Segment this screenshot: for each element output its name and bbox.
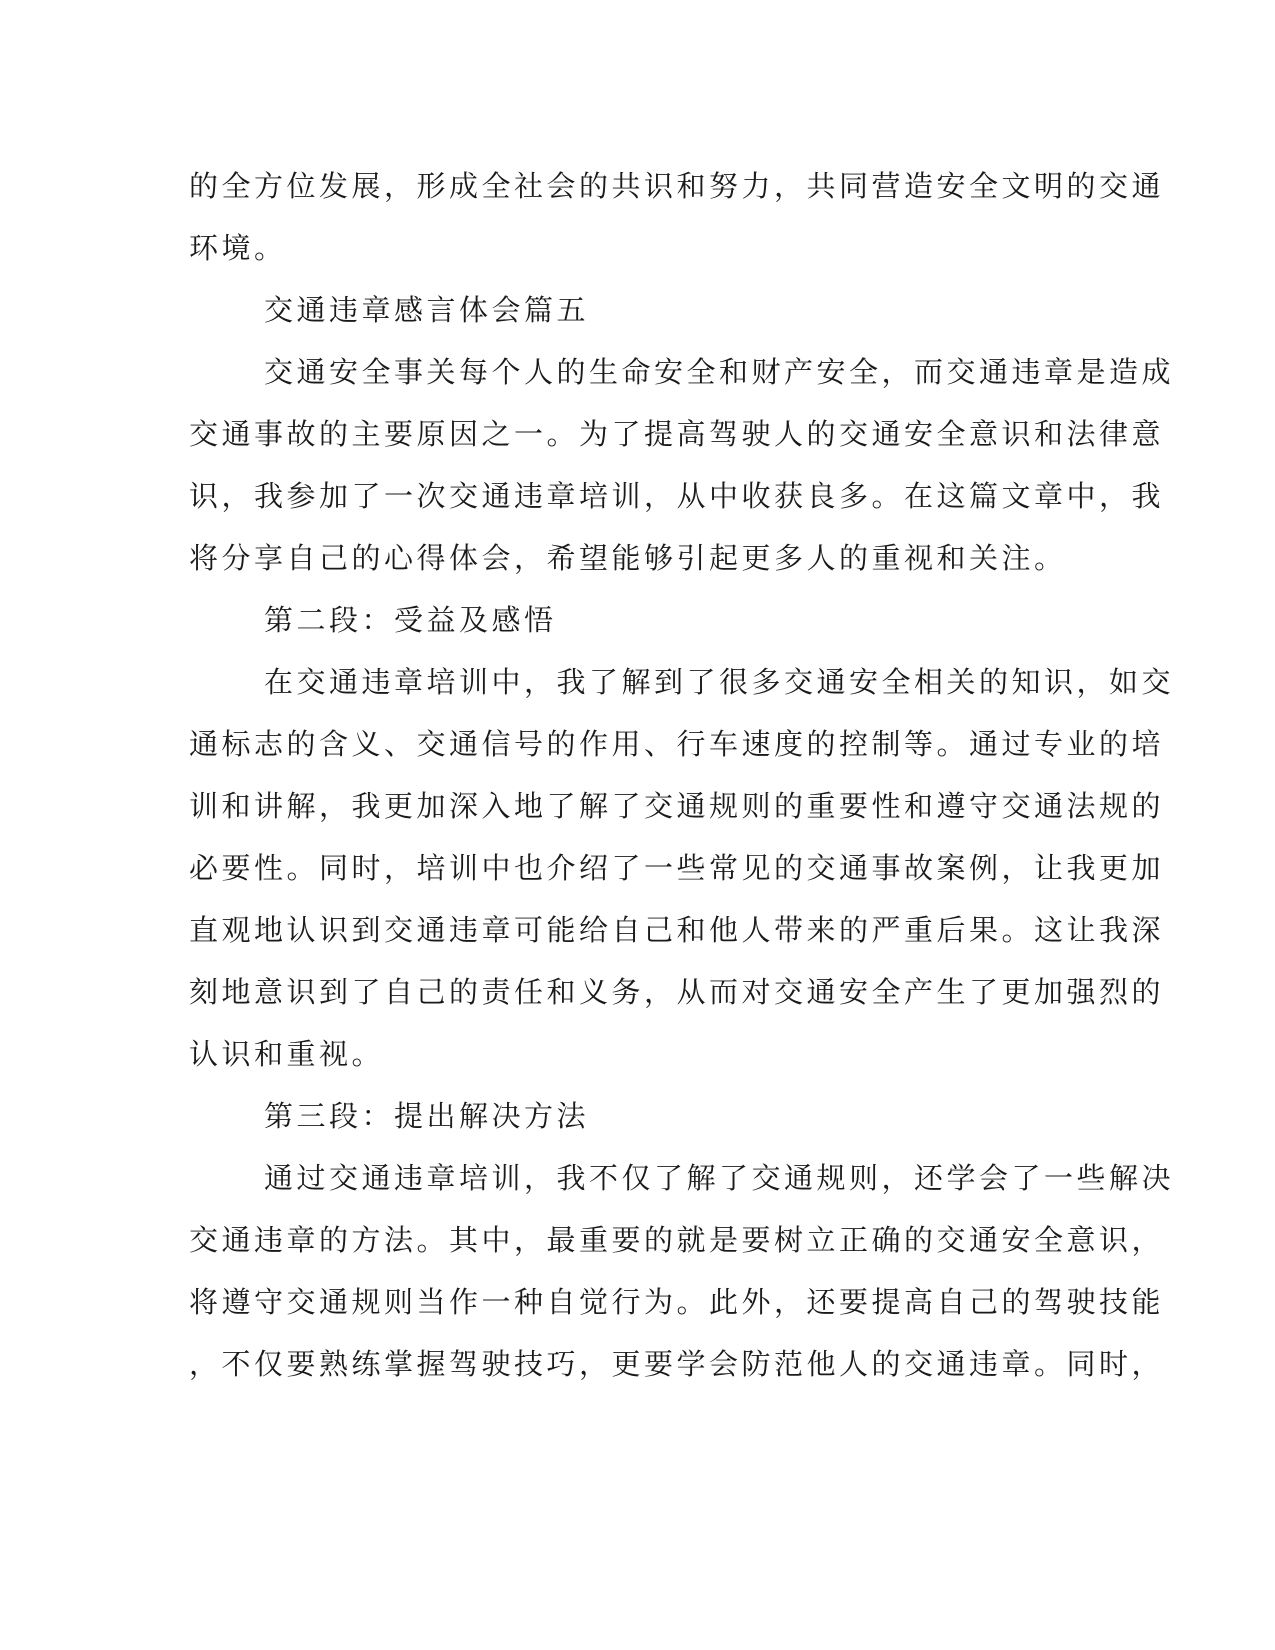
text-line: 将分享自己的心得体会，希望能够引起更多人的重视和关注。	[189, 541, 1067, 575]
text-line: 通过交通违章培训，我不仅了解了交通规则，还学会了一些解决	[264, 1161, 1175, 1195]
text-line: 交通事故的主要原因之一。为了提高驾驶人的交通安全意识和法律意	[189, 417, 1165, 451]
text-line: 交通违章的方法。其中，最重要的就是要树立正确的交通安全意识，	[189, 1223, 1165, 1257]
text-line: 训和讲解，我更加深入地了解了交通规则的重要性和遵守交通法规的	[189, 789, 1165, 823]
text-line: ，不仅要熟练掌握驾驶技巧，更要学会防范他人的交通违章。同时，	[189, 1347, 1165, 1381]
text-line: 认识和重视。	[189, 1037, 385, 1071]
section-heading: 第二段：受益及感悟	[264, 603, 557, 637]
text-line: 环境。	[189, 231, 287, 265]
text-line: 必要性。同时，培训中也介绍了一些常见的交通事故案例，让我更加	[189, 851, 1165, 885]
section-heading: 第三段：提出解决方法	[264, 1099, 590, 1133]
document-body	[189, 155, 1175, 1395]
text-line: 交通安全事关每个人的生命安全和财产安全，而交通违章是造成	[264, 355, 1175, 389]
text-line: 将遵守交通规则当作一种自觉行为。此外，还要提高自己的驾驶技能	[189, 1285, 1165, 1319]
text-line: 刻地意识到了自己的责任和义务，从而对交通安全产生了更加强烈的	[189, 975, 1165, 1009]
text-line: 识，我参加了一次交通违章培训，从中收获良多。在这篇文章中，我	[189, 479, 1165, 513]
text-line: 通标志的含义、交通信号的作用、行车速度的控制等。通过专业的培	[189, 727, 1165, 761]
text-line: 的全方位发展，形成全社会的共识和努力，共同营造安全文明的交通	[189, 169, 1165, 203]
text-line: 直观地认识到交通违章可能给自己和他人带来的严重后果。这让我深	[189, 913, 1165, 947]
text-line: 在交通违章培训中，我了解到了很多交通安全相关的知识，如交	[264, 665, 1175, 699]
section-heading: 交通违章感言体会篇五	[264, 293, 590, 327]
